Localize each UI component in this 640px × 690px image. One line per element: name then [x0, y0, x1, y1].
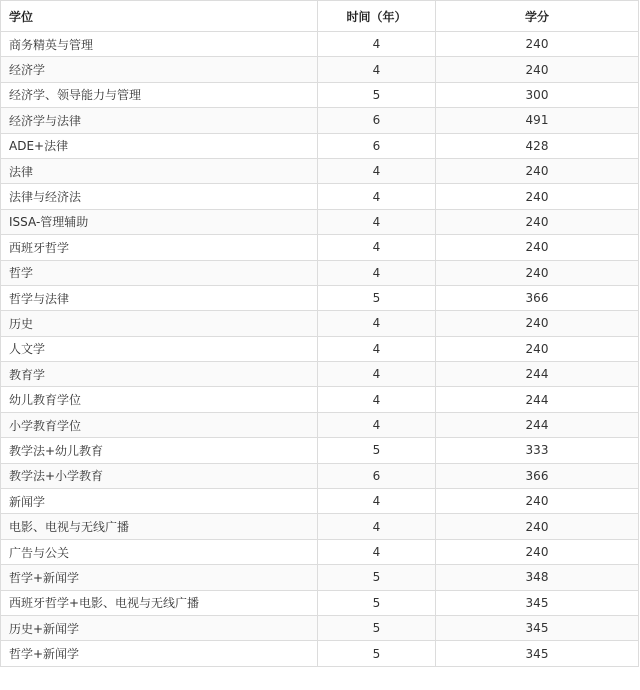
header-duration: 时间（年） — [318, 1, 436, 32]
duration-cell: 4 — [318, 158, 436, 183]
table-row — [1, 336, 639, 361]
credits-cell: 244 — [436, 387, 639, 412]
duration-cell: 4 — [318, 362, 436, 387]
duration-cell: 6 — [318, 463, 436, 488]
table-body — [1, 32, 639, 667]
duration-cell: 4 — [318, 311, 436, 336]
degree-cell: 小学教育学位 — [1, 412, 318, 437]
duration-cell: 4 — [318, 32, 436, 57]
degree-cell: 法律 — [1, 158, 318, 183]
credits-cell: 300 — [436, 82, 639, 107]
table-row — [1, 641, 639, 666]
table-header — [1, 1, 639, 32]
credits-cell: 428 — [436, 133, 639, 158]
table-row — [1, 565, 639, 590]
credits-cell: 244 — [436, 412, 639, 437]
credits-cell: 240 — [436, 489, 639, 514]
degree-cell: 人文学 — [1, 336, 318, 361]
credits-cell: 240 — [436, 260, 639, 285]
credits-cell: 348 — [436, 565, 639, 590]
table-row — [1, 514, 639, 539]
credits-cell: 240 — [436, 32, 639, 57]
table-row — [1, 209, 639, 234]
degree-cell: 经济学、领导能力与管理 — [1, 82, 318, 107]
table-row — [1, 615, 639, 640]
credits-cell: 240 — [436, 311, 639, 336]
degree-cell: 教学法+小学教育 — [1, 463, 318, 488]
table-row — [1, 362, 639, 387]
credits-cell: 240 — [436, 57, 639, 82]
table-row — [1, 285, 639, 310]
table-row — [1, 489, 639, 514]
duration-cell: 4 — [318, 57, 436, 82]
table-row — [1, 57, 639, 82]
table-row — [1, 260, 639, 285]
degree-cell: 教育学 — [1, 362, 318, 387]
degree-cell: 历史+新闻学 — [1, 615, 318, 640]
credits-cell: 491 — [436, 108, 639, 133]
degree-cell: 幼儿教育学位 — [1, 387, 318, 412]
duration-cell: 5 — [318, 641, 436, 666]
degree-cell: ISSA-管理辅助 — [1, 209, 318, 234]
degree-cell: 商务精英与管理 — [1, 32, 318, 57]
degree-cell: 西班牙哲学+电影、电视与无线广播 — [1, 590, 318, 615]
credits-cell: 366 — [436, 285, 639, 310]
duration-cell: 5 — [318, 285, 436, 310]
credits-cell: 240 — [436, 514, 639, 539]
credits-cell: 240 — [436, 184, 639, 209]
duration-cell: 5 — [318, 590, 436, 615]
duration-cell: 4 — [318, 539, 436, 564]
degree-cell: 历史 — [1, 311, 318, 336]
credits-cell: 240 — [436, 235, 639, 260]
degree-cell: 哲学+新闻学 — [1, 641, 318, 666]
table-row — [1, 387, 639, 412]
duration-cell: 5 — [318, 565, 436, 590]
header-row — [1, 1, 639, 32]
credits-cell: 240 — [436, 209, 639, 234]
duration-cell: 4 — [318, 235, 436, 260]
degree-cell: 哲学与法律 — [1, 285, 318, 310]
duration-cell: 4 — [318, 412, 436, 437]
duration-cell: 6 — [318, 108, 436, 133]
table-row — [1, 463, 639, 488]
credits-cell: 244 — [436, 362, 639, 387]
degree-cell: ADE+法律 — [1, 133, 318, 158]
credits-cell: 345 — [436, 641, 639, 666]
duration-cell: 4 — [318, 184, 436, 209]
degree-cell: 西班牙哲学 — [1, 235, 318, 260]
credits-cell: 345 — [436, 590, 639, 615]
table-row — [1, 311, 639, 336]
table-row — [1, 108, 639, 133]
table-row — [1, 412, 639, 437]
degree-cell: 哲学 — [1, 260, 318, 285]
duration-cell: 5 — [318, 438, 436, 463]
duration-cell: 4 — [318, 514, 436, 539]
table-row — [1, 133, 639, 158]
duration-cell: 5 — [318, 82, 436, 107]
duration-cell: 6 — [318, 133, 436, 158]
duration-cell: 4 — [318, 489, 436, 514]
duration-cell: 4 — [318, 260, 436, 285]
table-row — [1, 539, 639, 564]
header-credits: 学分 — [436, 1, 639, 32]
degree-cell: 教学法+幼儿教育 — [1, 438, 318, 463]
degree-cell: 电影、电视与无线广播 — [1, 514, 318, 539]
credits-cell: 366 — [436, 463, 639, 488]
duration-cell: 4 — [318, 209, 436, 234]
duration-cell: 5 — [318, 615, 436, 640]
table-row — [1, 184, 639, 209]
table-row — [1, 82, 639, 107]
credits-cell: 240 — [436, 158, 639, 183]
duration-cell: 4 — [318, 387, 436, 412]
credits-cell: 240 — [436, 539, 639, 564]
credits-cell: 240 — [436, 336, 639, 361]
table-row — [1, 438, 639, 463]
degree-cell: 广告与公关 — [1, 539, 318, 564]
table-row — [1, 590, 639, 615]
credits-cell: 333 — [436, 438, 639, 463]
degree-cell: 法律与经济法 — [1, 184, 318, 209]
table-row — [1, 32, 639, 57]
credits-cell: 345 — [436, 615, 639, 640]
degree-cell: 新闻学 — [1, 489, 318, 514]
header-degree: 学位 — [1, 1, 318, 32]
duration-cell: 4 — [318, 336, 436, 361]
degree-cell: 经济学与法律 — [1, 108, 318, 133]
table-row — [1, 235, 639, 260]
table-row — [1, 158, 639, 183]
degree-cell: 经济学 — [1, 57, 318, 82]
degree-cell: 哲学+新闻学 — [1, 565, 318, 590]
